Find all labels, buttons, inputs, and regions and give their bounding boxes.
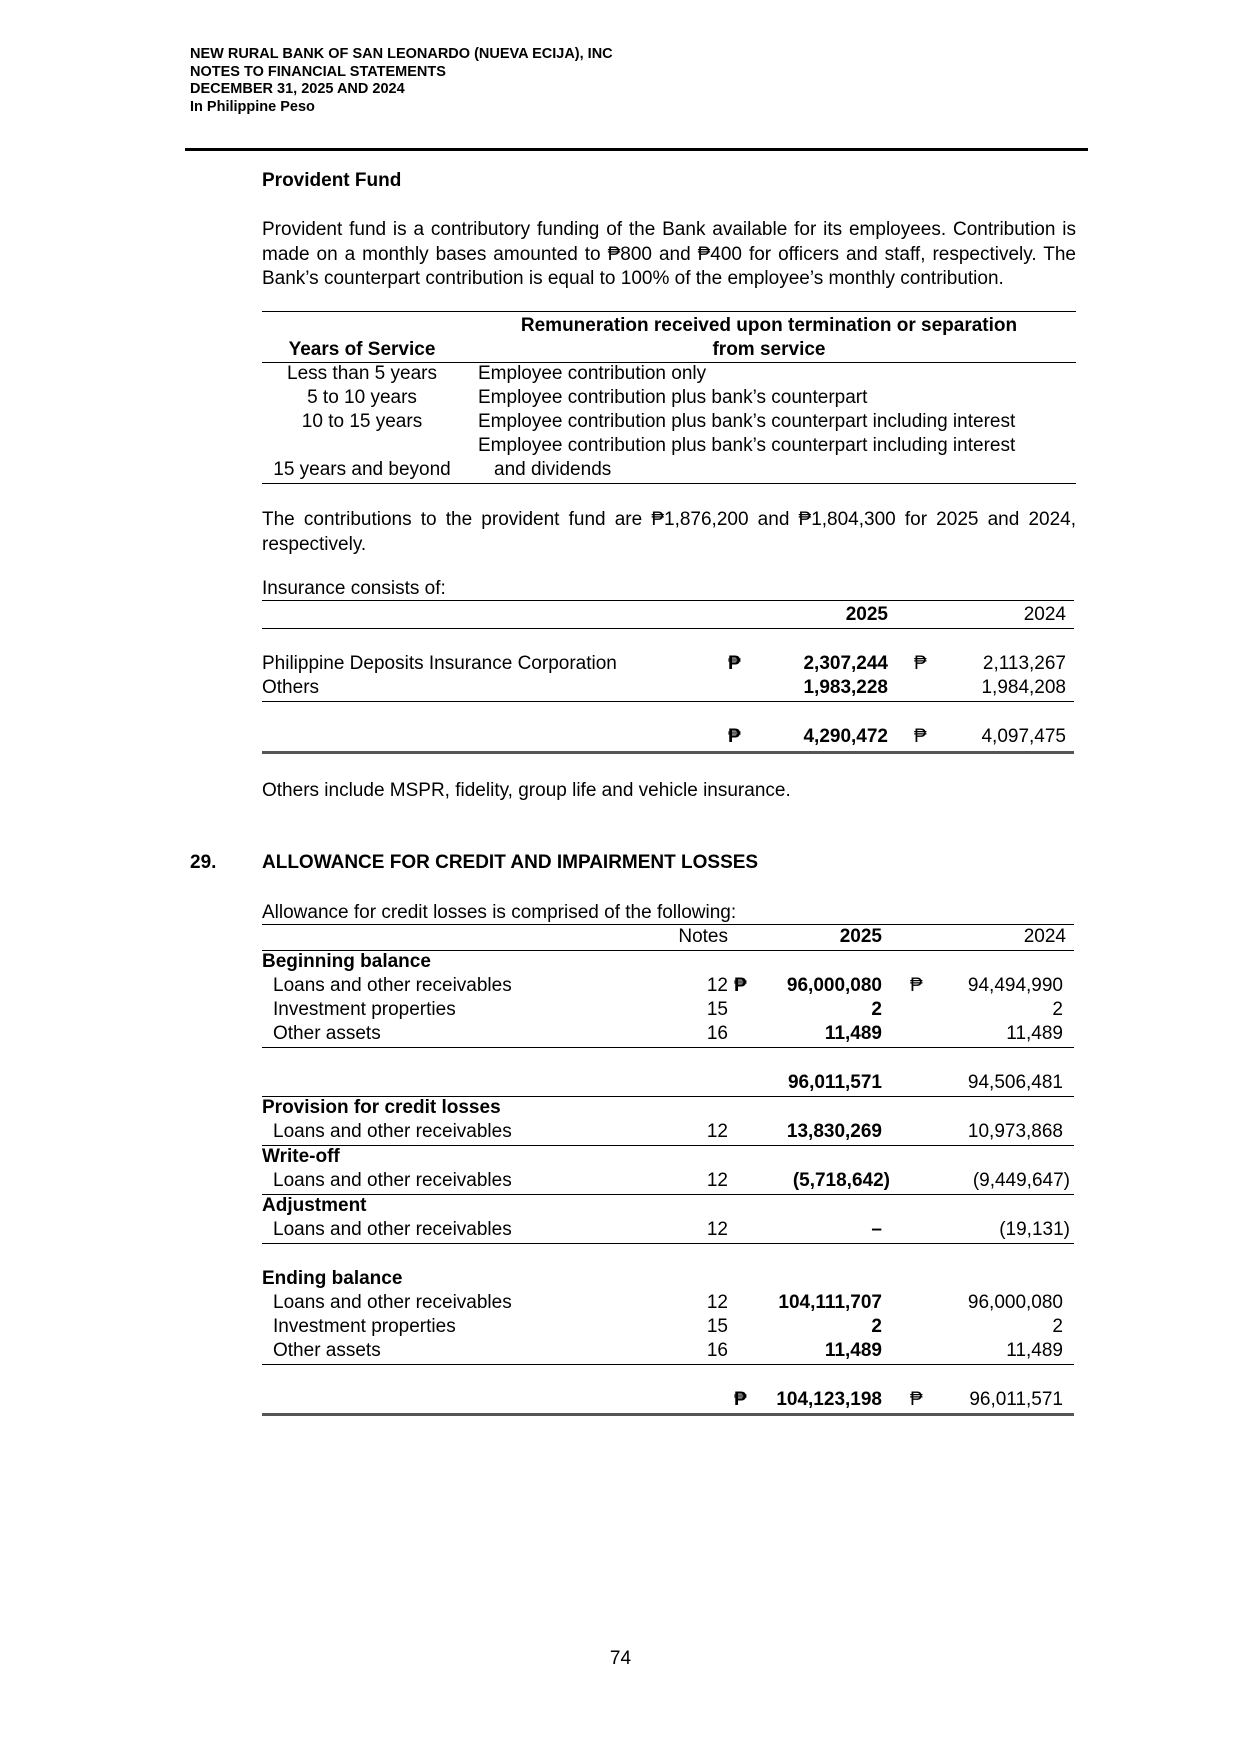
value-2024: 2,113,267	[982, 653, 1066, 674]
beginning-balance-heading: Beginning balance	[262, 951, 431, 972]
remuneration-cell: Employee contribution plus bank’s counterpart including interest	[478, 411, 1016, 432]
double-rule	[262, 751, 1074, 754]
ending-balance-heading: Ending balance	[262, 1268, 403, 1289]
header-currency: In Philippine Peso	[190, 98, 315, 115]
header-rule	[185, 148, 1088, 151]
value-2024: 96,000,080	[967, 1292, 1063, 1313]
table-rule	[262, 628, 1074, 629]
row-label: Loans and other receivables	[273, 1170, 512, 1191]
row-label: Other assets	[273, 1340, 381, 1361]
row-note: 12	[706, 1292, 728, 1313]
years-cell: Less than 5 years	[287, 363, 437, 384]
writeoff-heading: Write-off	[262, 1146, 340, 1167]
double-rule	[262, 1413, 1074, 1416]
table-row	[262, 975, 1074, 999]
row-note: 12	[706, 1219, 728, 1240]
header-notes: NOTES TO FINANCIAL STATEMENTS	[190, 63, 446, 80]
insurance-table	[262, 600, 1074, 756]
remuneration-cell: Employee contribution only	[478, 363, 707, 384]
peso-sign: ₱	[728, 653, 741, 674]
table-rule	[262, 1047, 1074, 1048]
table-header-row	[262, 926, 1074, 950]
value-2024: 1,984,208	[981, 677, 1066, 698]
value-2024: 94,494,990	[967, 975, 1063, 996]
table-rule	[262, 483, 1076, 484]
years-cell: 10 to 15 years	[301, 411, 423, 432]
value-2025: 2	[871, 999, 882, 1020]
row-note: 15	[706, 999, 728, 1020]
table-row	[262, 1121, 1074, 1145]
col-2025-header: 2025	[839, 926, 882, 947]
peso-sign: ₱	[734, 1389, 747, 1410]
table-rule	[262, 701, 1074, 702]
col-2024-header: 2024	[1023, 604, 1066, 625]
provident-table	[262, 311, 1076, 486]
total-2025: 4,290,472	[803, 726, 888, 747]
provident-fund-paragraph: Provident fund is a contributory funding of the Bank available for its employees. Contribution is made on a monthly bases amounted to ₱800 and ₱400 for officers and staff, respectively. The Bank’s counterpart contribution is equal to 100% of the employee’s monthly contribution.	[262, 219, 1076, 289]
table-rule	[262, 1364, 1074, 1365]
value-2025: 96,000,080	[786, 975, 882, 996]
total-2024: 4,097,475	[981, 726, 1066, 747]
remuneration-header-line2: from service	[712, 339, 826, 360]
remuneration-cell: Employee contribution plus bank’s counterpart including interest	[478, 435, 1016, 456]
section-heading-row	[262, 1146, 1074, 1170]
table-row	[262, 677, 1074, 701]
table-rule	[262, 924, 1074, 925]
subtotal-2024: 94,506,481	[967, 1072, 1063, 1093]
years-cell: 5 to 10 years	[307, 387, 417, 408]
value-2024: 11,489	[1006, 1340, 1063, 1361]
value-2025: 11,489	[824, 1340, 882, 1361]
remuneration-header-line1: Remuneration received upon termination or separation	[520, 315, 1018, 336]
row-label: Loans and other receivables	[273, 975, 512, 996]
table-row	[262, 999, 1074, 1023]
col-2025-header: 2025	[845, 604, 888, 625]
table-row	[262, 1170, 1074, 1194]
subtotal-row	[262, 1072, 1074, 1096]
value-2024: (9,449,647)	[972, 1170, 1070, 1191]
remuneration-cell: Employee contribution plus bank’s counterpart	[478, 387, 868, 408]
section-number: 29.	[190, 852, 217, 873]
header-company: NEW RURAL BANK OF SAN LEONARDO (NUEVA ECIJA), INC	[190, 46, 613, 62]
row-label: Investment properties	[273, 999, 456, 1020]
total-2024: 96,011,571	[969, 1389, 1063, 1410]
peso-sign: ₱	[914, 726, 927, 747]
value-2024: 10,973,868	[967, 1121, 1063, 1142]
provision-heading: Provision for credit losses	[262, 1097, 501, 1118]
peso-sign: ₱	[910, 975, 923, 996]
allowance-intro: Allowance for credit losses is comprised of the following:	[262, 902, 737, 923]
value-2025: –	[871, 1219, 882, 1240]
row-note: 12	[706, 975, 728, 996]
row-label: Loans and other receivables	[273, 1292, 512, 1313]
table-row	[262, 1023, 1074, 1047]
subtotal-2025: 96,011,571	[787, 1072, 882, 1093]
peso-sign: ₱	[914, 653, 927, 674]
header-date: DECEMBER 31, 2025 AND 2024	[190, 81, 405, 97]
col-2024-header: 2024	[1023, 926, 1066, 947]
peso-sign: ₱	[728, 726, 741, 747]
col-notes-header: Notes	[678, 926, 728, 947]
section-title: ALLOWANCE FOR CREDIT AND IMPAIRMENT LOSSES	[262, 852, 759, 873]
row-note: 12	[706, 1170, 728, 1191]
value-2025: 2	[871, 1316, 882, 1337]
total-row	[262, 1389, 1074, 1413]
adjustment-heading: Adjustment	[262, 1195, 367, 1216]
row-label: Other assets	[273, 1023, 381, 1044]
section-heading-row	[262, 1268, 1074, 1292]
row-label: Loans and other receivables	[273, 1121, 512, 1142]
table-rule	[262, 1243, 1074, 1244]
table-row	[262, 1219, 1074, 1243]
years-header: Years of Service	[288, 339, 436, 360]
total-row	[262, 726, 1074, 750]
row-label: Loans and other receivables	[273, 1219, 512, 1240]
section-heading-row	[262, 951, 1074, 975]
table-header-row	[262, 604, 1074, 628]
insurance-intro: Insurance consists of:	[262, 578, 446, 599]
remuneration-cell: and dividends	[494, 459, 612, 480]
row-label: Philippine Deposits Insurance Corporation	[262, 653, 617, 674]
row-note: 15	[706, 1316, 728, 1337]
row-note: 16	[706, 1023, 728, 1044]
table-rule	[262, 600, 1074, 601]
value-2024: 2	[1052, 1316, 1063, 1337]
table-row	[262, 1340, 1074, 1364]
peso-sign: ₱	[734, 975, 747, 996]
table-row	[262, 1316, 1074, 1340]
value-2025: 1,983,228	[803, 677, 888, 698]
contributions-paragraph: The contributions to the provident fund are ₱1,876,200 and ₱1,804,300 for 2025 and 2024, respectively.	[262, 509, 1076, 555]
table-row	[262, 653, 1074, 677]
section-heading-row	[262, 1195, 1074, 1219]
value-2024: 11,489	[1006, 1023, 1063, 1044]
value-2025: (5,718,642)	[792, 1170, 890, 1191]
insurance-note: Others include MSPR, fidelity, group life and vehicle insurance.	[262, 780, 791, 801]
row-label: Investment properties	[273, 1316, 456, 1337]
page-number: 74	[609, 1648, 632, 1669]
value-2025: 2,307,244	[803, 653, 888, 674]
allowance-table	[262, 924, 1074, 1414]
value-2025: 13,830,269	[786, 1121, 882, 1142]
value-2025: 104,111,707	[778, 1292, 882, 1313]
value-2025: 11,489	[824, 1023, 882, 1044]
value-2024: (19,131)	[999, 1219, 1070, 1240]
total-2025: 104,123,198	[776, 1389, 882, 1410]
document-header	[190, 46, 613, 116]
provident-fund-title: Provident Fund	[262, 170, 402, 191]
table-row	[262, 1292, 1074, 1316]
row-note: 16	[706, 1340, 728, 1361]
value-2024: 2	[1052, 999, 1063, 1020]
table-rule	[262, 311, 1076, 312]
row-note: 12	[706, 1121, 728, 1142]
peso-sign: ₱	[910, 1389, 923, 1410]
row-label: Others	[262, 677, 320, 698]
years-cell: 15 years and beyond	[273, 459, 451, 480]
section-heading-row	[262, 1097, 1074, 1121]
